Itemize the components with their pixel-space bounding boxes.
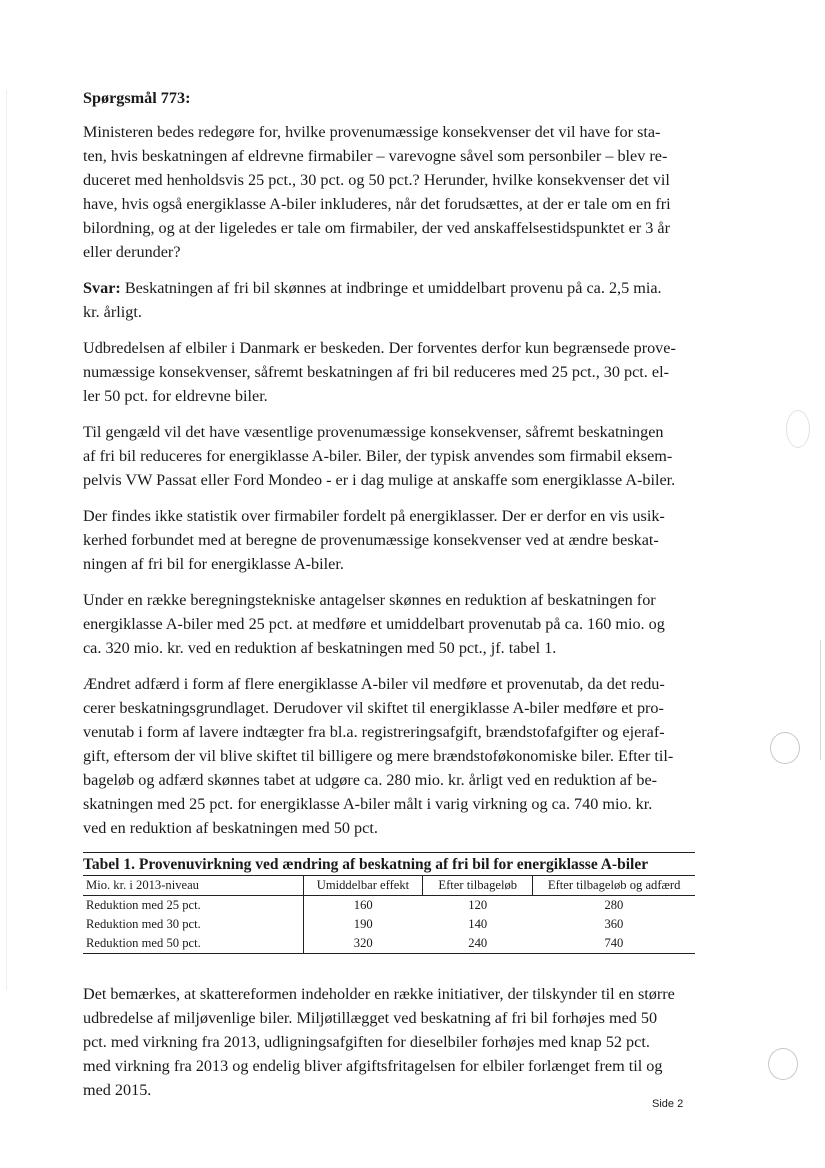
text-line: kerhed forbundet med at beregne de provenumæssige konsekvenser ved at ændre beskat- (83, 531, 659, 549)
answer-line-text: Beskatningen af fri bil skønnes at indbringe et umiddelbart provenu på ca. 2,5 mia. (120, 279, 662, 297)
text-line: Til gengæld vil det have væsentlige provenumæssige konsekvenser, såfremt beskatningen (83, 423, 664, 441)
scan-edge-line (820, 640, 821, 760)
text-line: ningen af fri bil for energiklasse A-biler. (83, 555, 344, 573)
table-header-cell: Efter tilbageløb og adfærd (533, 876, 695, 896)
text-line: ten, hvis beskatningen af eldrevne firmabiler – varevogne såvel som personbiler – blev re- (83, 147, 668, 165)
table-header-cell: Efter tilbageløb (423, 876, 533, 896)
text-line: med virkning fra 2013 og endelig bliver afgiftsfritagelsen for elbiler forlænget frem til og (83, 1057, 663, 1075)
paragraph-antagelser (83, 588, 695, 660)
answer-label: Svar: (83, 279, 121, 297)
text-line: Udbredelsen af elbiler i Danmark er beskeden. Der forventes derfor kun begrænsede prove- (83, 339, 676, 357)
punch-hole-artifact (770, 732, 800, 764)
text-line: ler 50 pct. for eldrevne biler. (83, 387, 268, 405)
table-header-cell: Mio. kr. i 2013-niveau (83, 876, 303, 896)
text-line: udbredelse af miljøvenlige biler. Miljøtillægget ved beskatning af fri bil forhøjes med 50 (83, 1009, 658, 1027)
table-title: Tabel 1. Provenuvirkning ved ændring af beskatning af fri bil for energiklasse A-biler (83, 852, 695, 875)
text-line: Ministeren bedes redegøre for, hvilke provenumæssige konsekvenser det vil have for sta- (83, 123, 661, 141)
text-line: ca. 320 mio. kr. ved en reduktion af beskatningen med 50 pct., jf. tabel 1. (83, 639, 557, 657)
table-cell: Reduktion med 50 pct. (83, 934, 303, 954)
table-cell: 120 (468, 898, 488, 912)
document-body (83, 86, 695, 1114)
table-cell: Reduktion med 25 pct. (86, 898, 201, 912)
table-cell: 740 (533, 934, 695, 954)
question-text (83, 120, 695, 264)
table-cell: 160 (303, 896, 422, 916)
text-line: Ændret adfærd i form af flere energiklasse A-biler vil medføre et provenutab, da det redu- (83, 675, 665, 693)
table-cell: 240 (423, 934, 533, 954)
paragraph-energiklasse (83, 420, 695, 492)
text-line: kr. årligt. (83, 303, 142, 321)
table-row (83, 896, 695, 916)
table-cell: 280 (604, 898, 624, 912)
text-line (83, 276, 695, 300)
text-line: bilordning, og at der ligeledes er tale om firmabiler, der ved anskaffelsestidspunktet er 3 år (83, 219, 671, 237)
paragraph-elbiler (83, 336, 695, 408)
text-line: Det bemærkes, at skattereformen indeholder en række initiativer, der tilskynder til en større (83, 985, 675, 1003)
text-line: pelvis VW Passat eller Ford Mondeo - er i dag mulige at anskaffe som energiklasse A-biler. (83, 471, 676, 489)
text-line: bageløb og adfærd skønnes tabet at udgøre ca. 280 mio. kr. årligt ved en reduktion af be- (83, 771, 658, 789)
text-line: duceret med henholdsvis 25 pct., 30 pct. og 50 pct.? Herunder, hvilke konsekvenser det vil (83, 171, 670, 189)
table-row (83, 934, 695, 954)
text-line: cerer beskatningsgrundlaget. Derudover vil skiftet til energiklasse A-biler medføre et pro- (83, 699, 664, 717)
table-cell: 320 (303, 934, 422, 954)
table-cell: 190 (303, 915, 422, 934)
punch-hole-artifact (768, 1048, 798, 1080)
text-line: af fri bil reduceres for energiklasse A-biler. Biler, der typisk anvendes som firmabil eksem- (83, 447, 673, 465)
question-heading: Spørgsmål 773: (83, 89, 191, 107)
answer-text (83, 276, 695, 324)
text-line: pct. med virkning fra 2013, udligningsafgiften for dieselbiler forhøjes med knap 52 pct. (83, 1033, 650, 1051)
table-header-row (83, 876, 695, 896)
text-line: eller derunder? (83, 243, 181, 261)
revenue-table (83, 875, 695, 954)
table-header-cell: Umiddelbar effekt (303, 876, 422, 896)
text-line: energiklasse A-biler med 25 pct. at medføre et umiddelbart provenutab på ca. 160 mio. og (83, 615, 665, 633)
page-number: Side 2 (652, 1098, 684, 1110)
table-cell: 140 (468, 917, 488, 931)
text-line: med 2015. (83, 1081, 152, 1099)
text-line: numæssige konsekvenser, såfremt beskatningen af fri bil reduceres med 25 pct., 30 pct. el- (83, 363, 669, 381)
table-cell: 360 (604, 917, 624, 931)
table-cell: Reduktion med 30 pct. (86, 917, 201, 931)
text-line: have, hvis også energiklasse A-biler inkluderes, når det forudsættes, at der er tale om en fri (83, 195, 671, 213)
punch-hole-artifact (786, 410, 810, 448)
text-line: gift, eftersom der vil blive skiftet til billigere og mere brændstoføkonomiske biler. Efter til- (83, 747, 674, 765)
scan-edge-line (6, 90, 7, 990)
text-line: skatningen med 25 pct. for energiklasse A-biler målt i varig virkning og ca. 740 mio. kr. (83, 795, 653, 813)
paragraph-adfaerd (83, 672, 695, 840)
paragraph-statistik (83, 504, 695, 576)
text-line: Under en række beregningstekniske antagelser skønnes en reduktion af beskatningen for (83, 591, 656, 609)
text-line: venutab i form af lavere indtægter fra bl.a. registreringsafgift, brændstofafgifter og ejeraf- (83, 723, 665, 741)
closing-paragraph (83, 982, 695, 1102)
text-line: ved en reduktion af beskatningen med 50 pct. (83, 819, 378, 837)
table-row (83, 915, 695, 934)
text-line: Der findes ikke statistik over firmabiler fordelt på energiklasser. Der er derfor en vis usik- (83, 507, 665, 525)
table-1 (83, 852, 695, 954)
